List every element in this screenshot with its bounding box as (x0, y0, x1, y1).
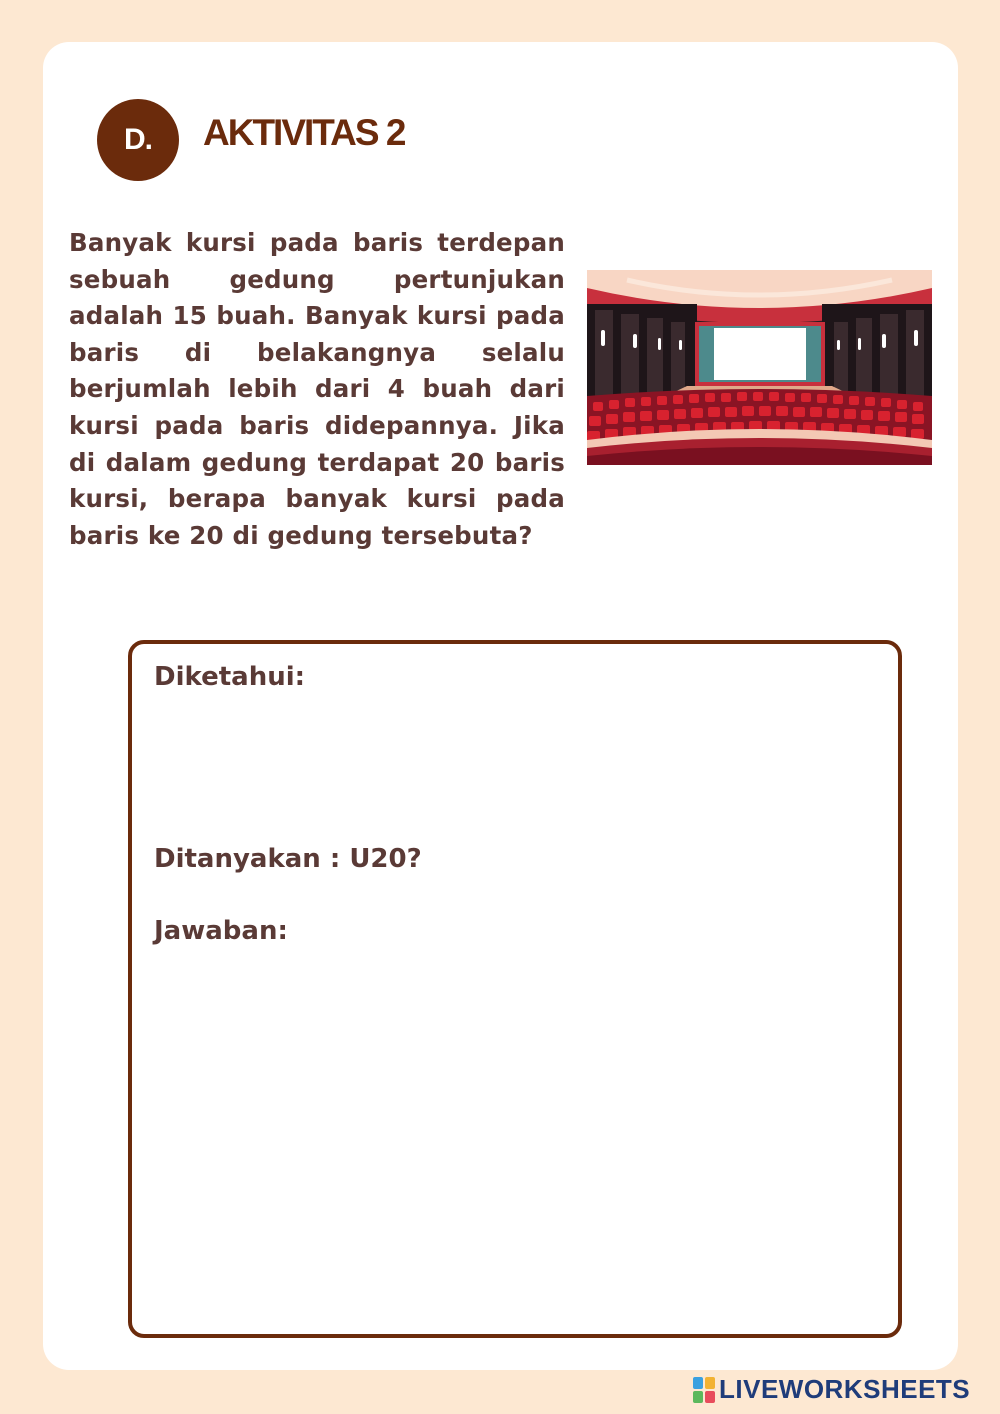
asked-label: Ditanyakan : U20? (154, 844, 422, 874)
liveworksheets-brand (693, 1374, 970, 1405)
section-title: AKTIVITAS 2 (203, 112, 405, 153)
answer-label: Jawaban: (154, 916, 288, 946)
section-badge: D. (97, 99, 179, 181)
brand-name: LIVEWORKSHEETS (719, 1374, 971, 1404)
known-label: Diketahui: (154, 662, 306, 692)
answer-box[interactable] (128, 640, 902, 1338)
theater-auditorium-illustration (587, 270, 932, 465)
problem-text: Banyak kursi pada baris terdepan sebuah gedung pertunjukan adalah 15 buah. Banyak kursi pada baris di belakangnya selalu berjumlah lebih dari 4 buah dari kursi pada baris didepannya. Jika di dalam gedung terdapat 20 baris kursi, berapa banyak kursi pada baris ke 20 di gedung tersebuta? (69, 228, 565, 550)
liveworksheets-logo-icon (693, 1377, 715, 1403)
